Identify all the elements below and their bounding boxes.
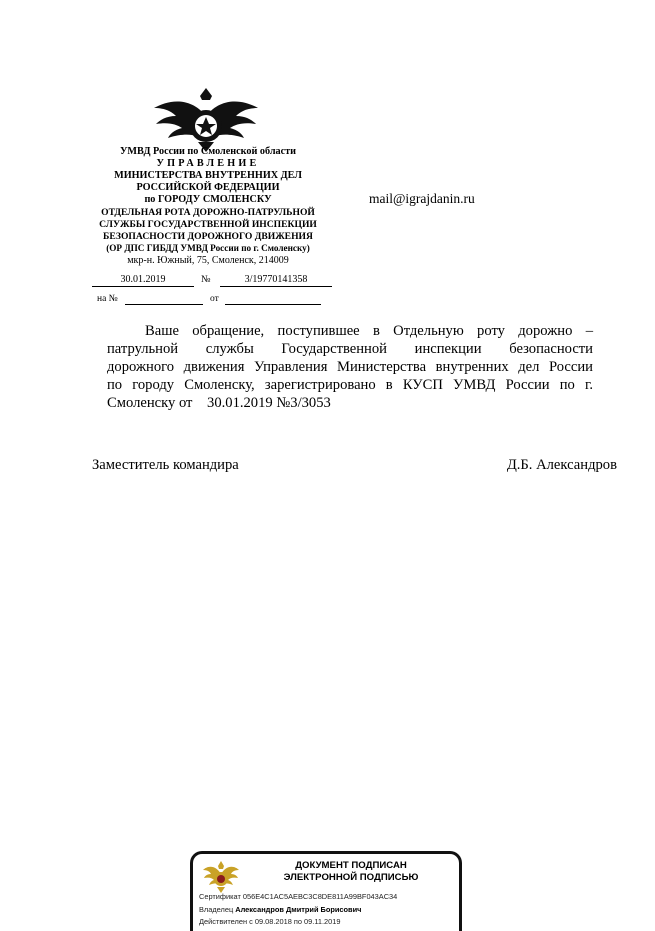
- mvd-emblem-icon: [150, 86, 262, 152]
- reply-to-date-line: [225, 304, 321, 305]
- signatory-name: Д.Б. Александров: [506, 457, 617, 473]
- header-line: по ГОРОДУ СМОЛЕНСКУ: [144, 194, 272, 205]
- stamp-owner-value: Александров Дмитрий Борисович: [235, 905, 362, 914]
- body-line: Смоленску от 30.01.2019 №3/3053: [107, 395, 331, 411]
- reply-to-number-label: на №: [97, 294, 118, 304]
- registration-number-sign: №: [201, 274, 211, 285]
- header-line: УПРАВЛЕНИЕ: [156, 158, 260, 169]
- body-line: по городу Смоленску, зарегистрировано в КУСП УМВД России по г.: [107, 377, 593, 393]
- stamp-certificate-value: 056E4C1AC5AEBC3C8DE811A99BF043AC34: [242, 892, 398, 901]
- body-line: Ваше обращение, поступившее в Отдельную роту дорожно –: [145, 323, 593, 339]
- header-line: ОТДЕЛЬНАЯ РОТА ДОРОЖНО-ПАТРУЛЬНОЙ: [101, 207, 315, 218]
- recipient-email: mail@igrajdanin.ru: [369, 191, 475, 206]
- signatory-title: Заместитель командира: [92, 457, 239, 473]
- stamp-owner: [199, 905, 361, 914]
- header-line: УМВД России по Смоленской области: [119, 146, 297, 157]
- registration-date: 30.01.2019: [92, 274, 194, 287]
- stamp-certificate: [199, 892, 397, 901]
- digital-signature-stamp: [190, 851, 462, 931]
- header-line: МИНИСТЕРСТВА ВНУТРЕННИХ ДЕЛ: [114, 170, 302, 181]
- letter-body: [107, 322, 593, 412]
- eagle-emblem-icon: [203, 860, 239, 894]
- stamp-certificate-label: Сертификат: [199, 892, 241, 901]
- stamp-title: ДОКУМЕНТ ПОДПИСАН: [295, 860, 407, 871]
- stamp-owner-label: Владелец: [199, 905, 234, 914]
- header-line: РОССИЙСКОЙ ФЕДЕРАЦИИ: [136, 182, 280, 193]
- header-line: СЛУЖБЫ ГОСУДАРСТВЕННОЙ ИНСПЕКЦИИ: [99, 219, 317, 230]
- body-line: патрульной службы Государственной инспекции безопасности: [107, 341, 593, 357]
- header-address: мкр-н. Южный, 75, Смоленск, 214009: [127, 255, 289, 266]
- header-line: БЕЗОПАСНОСТИ ДОРОЖНОГО ДВИЖЕНИЯ: [103, 231, 313, 242]
- registration-number: 3/19770141358: [220, 274, 332, 287]
- header-line: (ОР ДПС ГИБДД УМВД России по г. Смоленску): [106, 243, 310, 253]
- reply-to-number-line: [125, 304, 203, 305]
- stamp-subtitle: ЭЛЕКТРОННОЙ ПОДПИСЬЮ: [283, 872, 419, 883]
- reply-to-date-label: от: [210, 294, 219, 304]
- stamp-validity: Действителен с 09.08.2018 по 09.11.2019: [199, 917, 341, 926]
- body-line: дорожного движения Управления Министерства внутренних дел России: [107, 359, 593, 375]
